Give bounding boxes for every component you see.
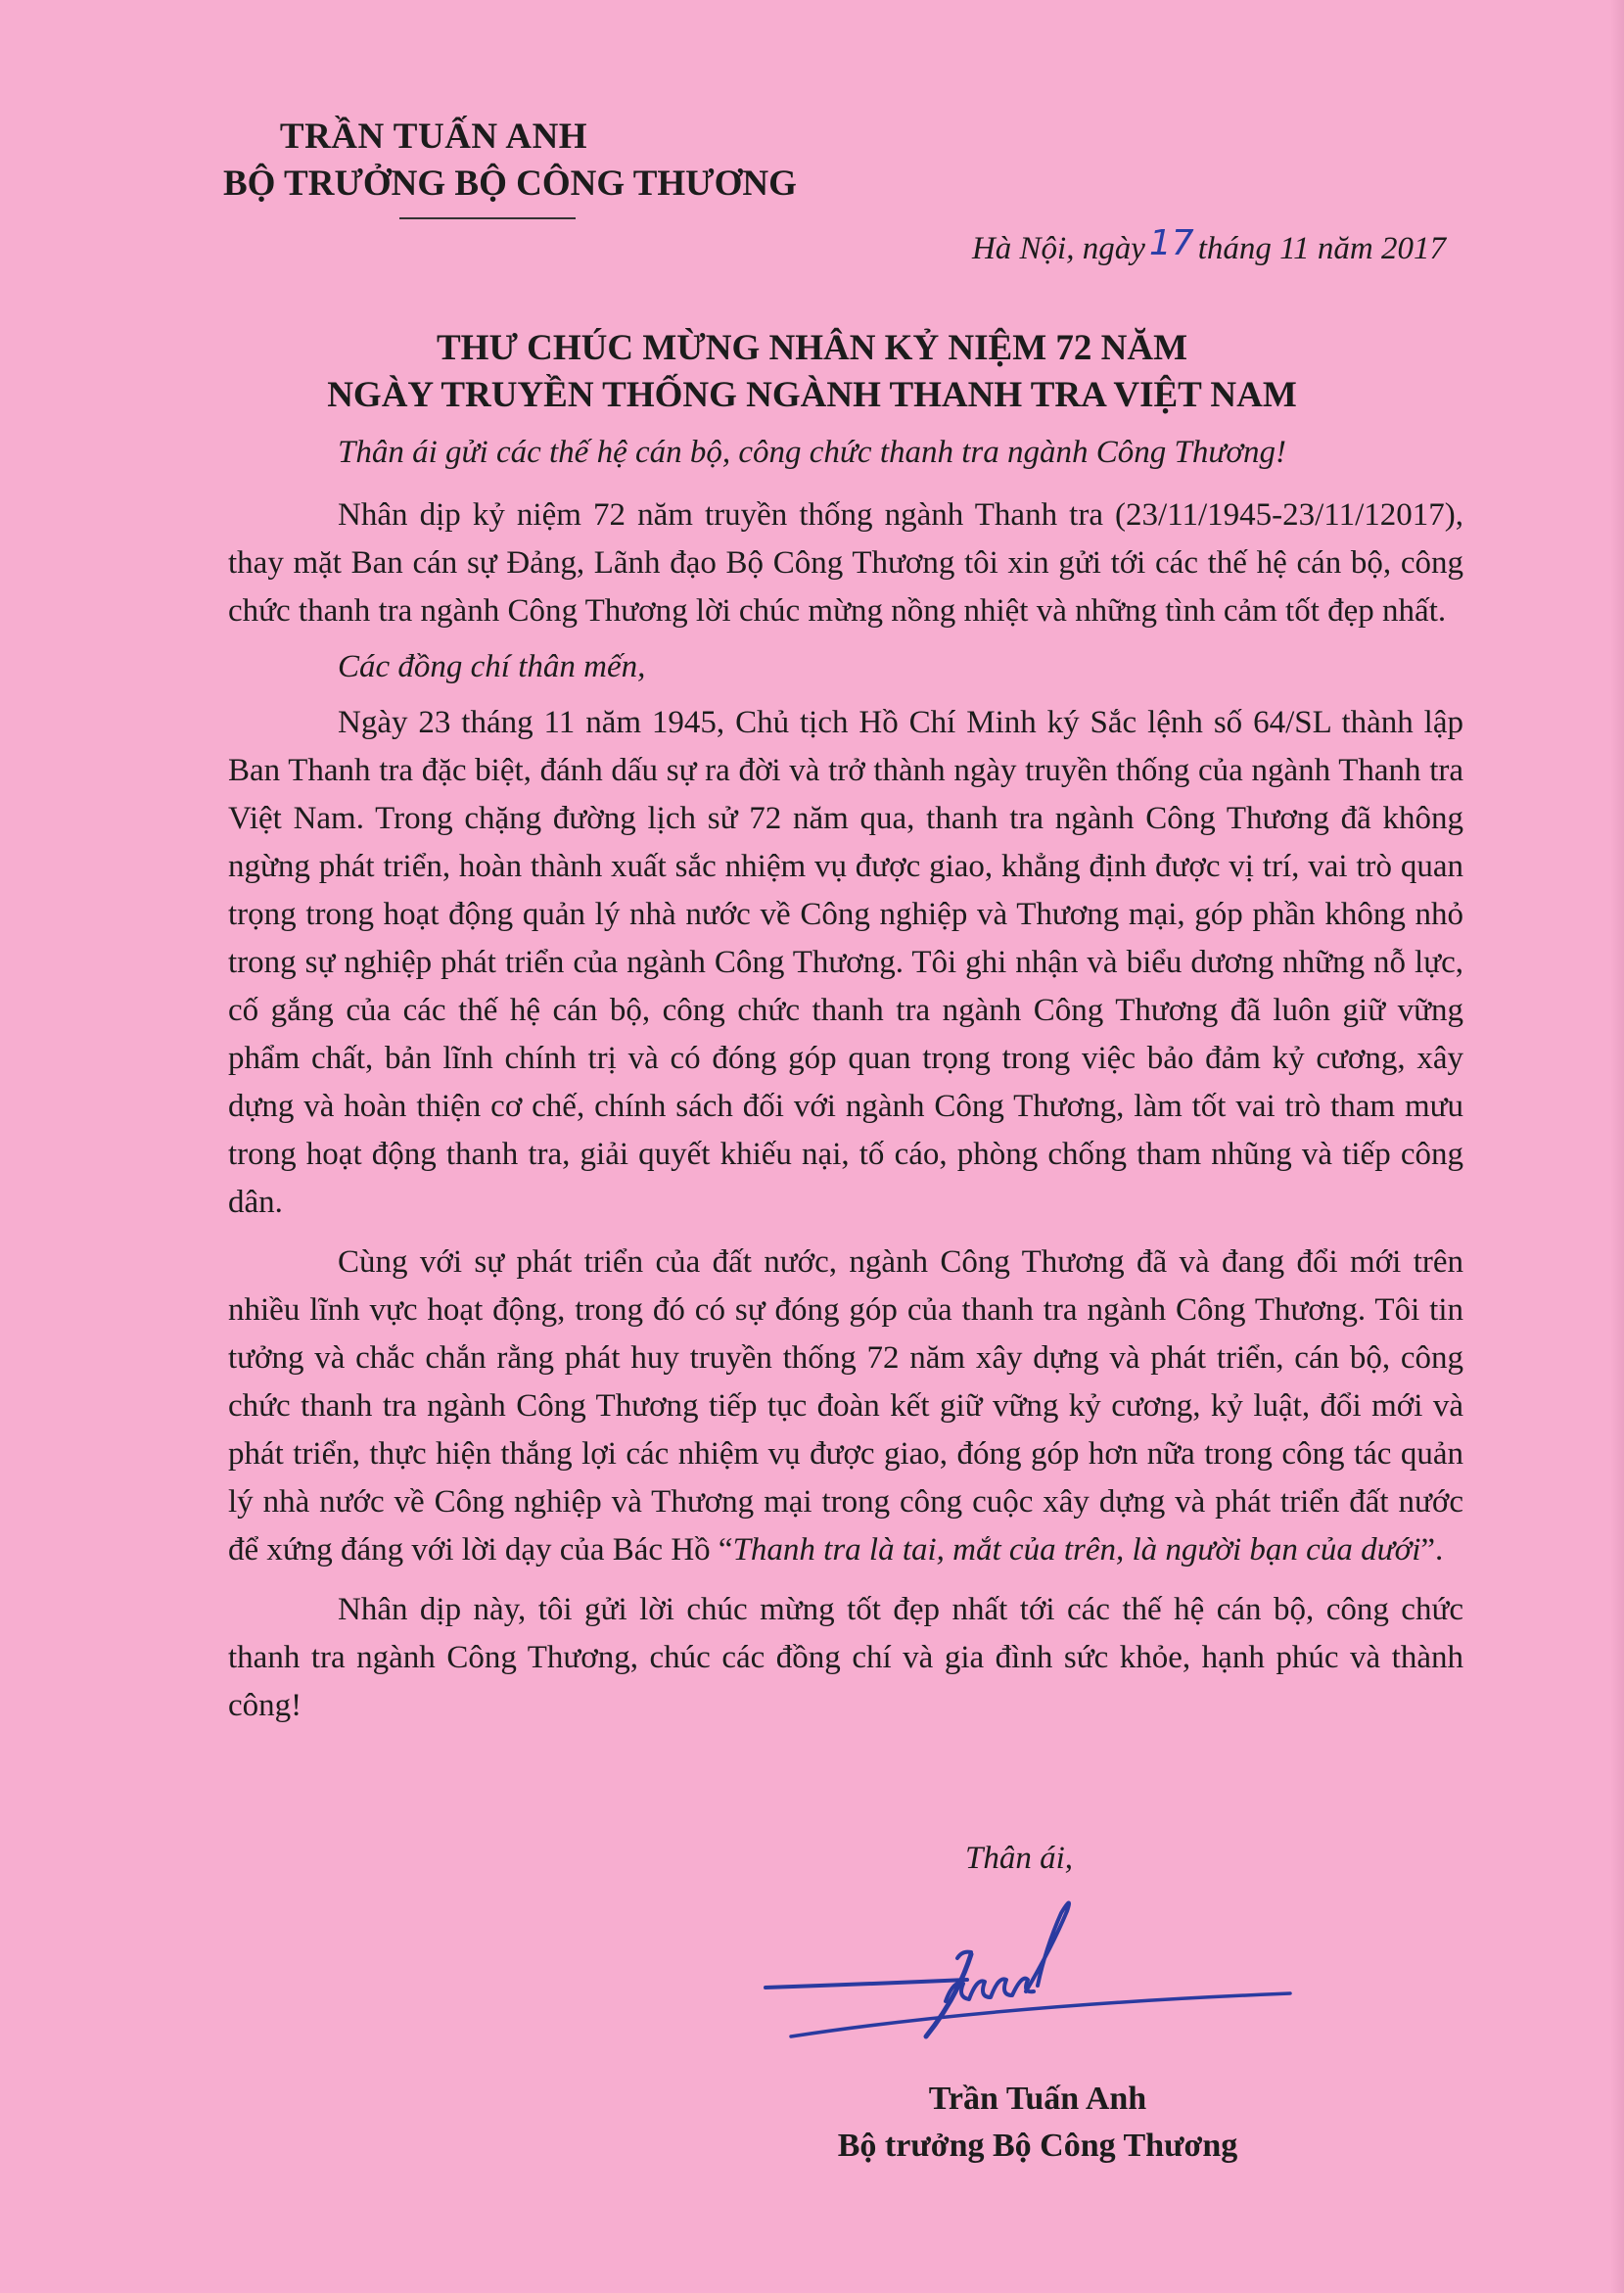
salutation: Các đồng chí thân mến, bbox=[338, 649, 646, 684]
paragraph-3-text: Cùng với sự phát triển của đất nước, ngành Công Thương đã và đang đổi mới trên nhiều lĩnh vực hoạt động, trong đó có sự đóng góp của thanh tra ngành Công Thương. Tôi tin tưởng và chắc chắn rằng phát huy truyền thống 72 năm xây dựng và phát triển, cán bộ, công chức thanh tra ngành Công Thương tiếp tục đoàn kết giữ vững kỷ cương, kỷ luật, đổi mới và phát triển, thực hiện thắng lợi các nhiệm vụ được giao, đóng góp hơn nữa trong công tác quản lý nhà nước về Công nghiệp và Thương mại trong công cuộc xây dựng và phát triển đất nước để xứng đáng với lời dạy của Bác Hồ “ bbox=[228, 1244, 1463, 1568]
handwritten-signature bbox=[762, 1890, 1310, 2085]
date-prefix: Hà Nội, ngày bbox=[971, 231, 1145, 266]
place-date bbox=[971, 223, 1446, 267]
date-suffix: tháng 11 năm 2017 bbox=[1197, 231, 1446, 266]
letter-body bbox=[228, 491, 1463, 1738]
paragraph-2: Ngày 23 tháng 11 năm 1945, Chủ tịch Hồ Chí Minh ký Sắc lệnh số 64/SL thành lập Ban Thanh tra đặc biệt, đánh dấu sự ra đời và trở thành ngày truyền thống của ngành Thanh tra Việt Nam. Trong chặng đường lịch sử 72 năm qua, thanh tra ngành Công Thương đã không ngừng phát triển, hoàn thành xuất sắc nhiệm vụ được giao, khẳng định được vị trí, vai trò quan trọng trong hoạt động quản lý nhà nước về Công nghiệp và Thương mại, góp phần không nhỏ trong sự nghiệp phát triển của ngành Công Thương. Tôi ghi nhận và biểu dương những nỗ lực, cố gắng của các thế hệ cán bộ, công chức thanh tra ngành Công Thương đã luôn giữ vững phẩm chất, bản lĩnh chính trị và có đóng góp quan trọng trong việc bảo đảm kỷ cương, xây dựng và hoàn thiện cơ chế, chính sách đối với ngành Công Thương, làm tốt vai trò tham mưu trong hoạt động thanh tra, giải quyết khiếu nại, tố cáo, phòng chống tham nhũng và tiếp công dân. bbox=[228, 705, 1463, 1220]
paragraph-4: Nhân dịp này, tôi gửi lời chúc mừng tốt đẹp nhất tới các thế hệ cán bộ, công chức thanh tra ngành Công Thương, chúc các đồng chí và gia đình sức khỏe, hạnh phúc và thành công! bbox=[228, 1592, 1463, 1723]
paragraph-3-end: ”. bbox=[1420, 1532, 1444, 1568]
letter-greeting: Thân ái gửi các thế hệ cán bộ, công chức thanh tra ngành Công Thương! bbox=[338, 435, 1286, 470]
closing: Thân ái, bbox=[965, 1841, 1074, 1876]
signer-name: Trần Tuấn Anh bbox=[928, 2081, 1147, 2117]
author-name: TRẦN TUẤN ANH bbox=[279, 117, 588, 157]
author-title: BỘ TRƯỞNG BỘ CÔNG THƯƠNG bbox=[223, 164, 797, 204]
letter-title-line-2: NGÀY TRUYỀN THỐNG NGÀNH THANH TRA VIỆT NAM bbox=[327, 375, 1297, 415]
signer-title: Bộ trưởng Bộ Công Thương bbox=[837, 2128, 1238, 2164]
ho-chi-minh-quote: Thanh tra là tai, mắt của trên, là người bạn của dưới bbox=[732, 1532, 1421, 1568]
paragraph-1: Nhân dịp kỷ niệm 72 năm truyền thống ngành Thanh tra (23/11/1945-23/11/12017), thay mặt Ban cán sự Đảng, Lãnh đạo Bộ Công Thương tôi xin gửi tới các thế hệ cán bộ, công chức thanh tra ngành Công Thương lời chúc mừng nồng nhiệt và những tình cảm tốt đẹp nhất. bbox=[228, 497, 1463, 629]
header-divider bbox=[399, 217, 576, 219]
letter-title-line-1: THƯ CHÚC MỪNG NHÂN KỶ NIỆM 72 NĂM bbox=[437, 328, 1187, 368]
handwritten-day: 17 bbox=[1148, 223, 1194, 263]
paragraph-3 bbox=[228, 1239, 1463, 1574]
